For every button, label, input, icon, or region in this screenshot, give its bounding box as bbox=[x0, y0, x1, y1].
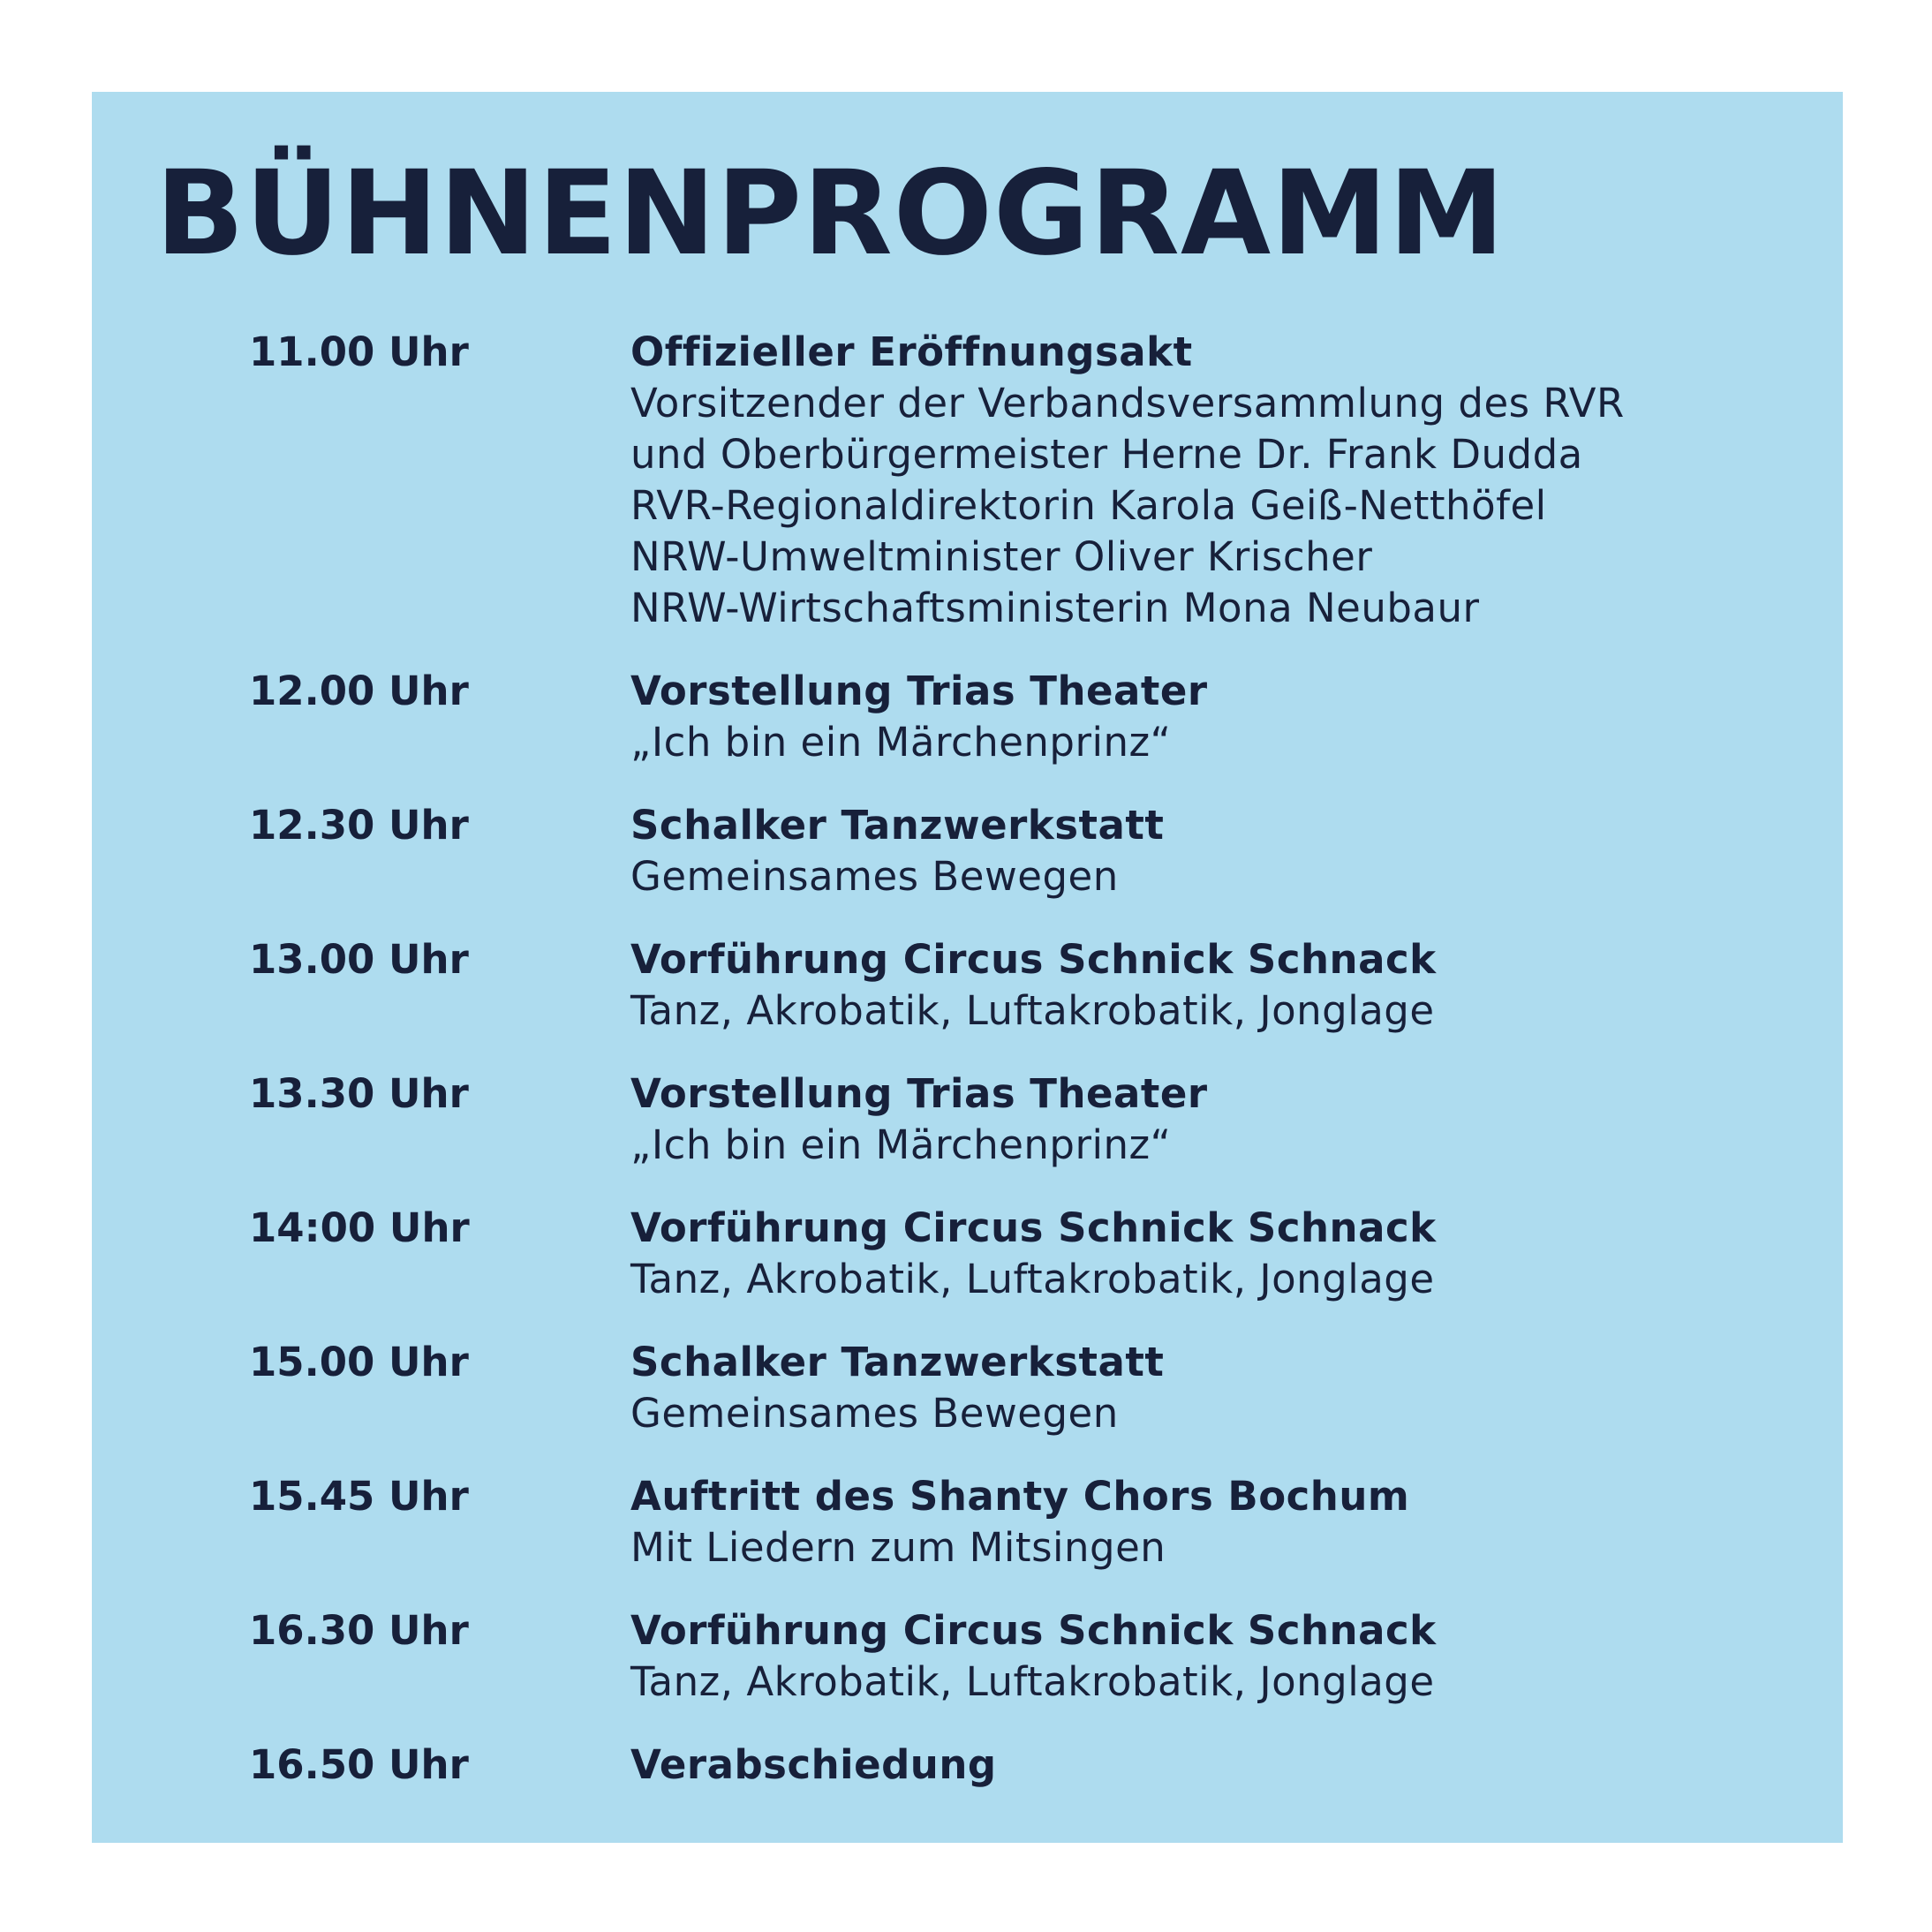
schedule-entry bbox=[249, 1740, 1803, 1791]
schedule-list bbox=[249, 327, 1803, 1823]
schedule-entry bbox=[249, 1337, 1803, 1439]
entry-time: 12.00 Uhr bbox=[249, 668, 469, 714]
entry-title: Schalker Tanzwerkstatt bbox=[630, 802, 1165, 849]
entry-content bbox=[630, 1605, 1803, 1708]
entry-detail-line: Mit Liedern zum Mitsingen bbox=[630, 1524, 1166, 1571]
entry-detail-line: Vorsitzender der Verbandsversammlung des RVR bbox=[630, 380, 1625, 426]
entry-title: Vorstellung Trias Theater bbox=[630, 668, 1208, 714]
entry-content bbox=[630, 1337, 1803, 1439]
schedule-entry bbox=[249, 1471, 1803, 1574]
schedule-entry bbox=[249, 1605, 1803, 1708]
entry-content bbox=[630, 800, 1803, 902]
schedule-entry bbox=[249, 666, 1803, 768]
entry-content bbox=[630, 1740, 1803, 1791]
entry-time: 13.00 Uhr bbox=[249, 936, 469, 983]
schedule-entry bbox=[249, 800, 1803, 902]
entry-detail-line: RVR-Regionaldirektorin Karola Geiß-Netthöfel bbox=[630, 482, 1547, 529]
entry-time: 16.30 Uhr bbox=[249, 1607, 469, 1654]
entry-time: 11.00 Uhr bbox=[249, 328, 469, 375]
entry-title: Auftritt des Shanty Chors Bochum bbox=[630, 1473, 1410, 1520]
entry-title: Schalker Tanzwerkstatt bbox=[630, 1339, 1165, 1385]
entry-detail-line: „Ich bin ein Märchenprinz“ bbox=[630, 1121, 1172, 1168]
entry-time: 12.30 Uhr bbox=[249, 802, 469, 849]
entry-detail-line: „Ich bin ein Märchenprinz“ bbox=[630, 719, 1172, 766]
schedule-entry bbox=[249, 327, 1803, 634]
entry-time: 15.45 Uhr bbox=[249, 1473, 469, 1520]
entry-title: Offizieller Eröffnungsakt bbox=[630, 328, 1193, 375]
schedule-entry bbox=[249, 1068, 1803, 1171]
entry-title: Vorstellung Trias Theater bbox=[630, 1070, 1208, 1117]
program-panel bbox=[92, 92, 1843, 1843]
entry-content bbox=[630, 934, 1803, 1037]
entry-time: 16.50 Uhr bbox=[249, 1741, 469, 1788]
schedule-entry bbox=[249, 1203, 1803, 1305]
entry-content bbox=[630, 666, 1803, 768]
entry-title: Vorführung Circus Schnick Schnack bbox=[630, 1607, 1437, 1654]
entry-content bbox=[630, 1471, 1803, 1574]
entry-content bbox=[630, 1203, 1803, 1305]
entry-time: 14:00 Uhr bbox=[249, 1204, 470, 1251]
entry-time: 13.30 Uhr bbox=[249, 1070, 469, 1117]
entry-detail-line: Gemeinsames Bewegen bbox=[630, 853, 1119, 900]
entry-detail-line: Tanz, Akrobatik, Luftakrobatik, Jonglage bbox=[630, 1658, 1435, 1705]
entry-content bbox=[630, 1068, 1803, 1171]
entry-detail-line: Tanz, Akrobatik, Luftakrobatik, Jonglage bbox=[630, 1256, 1435, 1302]
entry-detail-line: NRW-Wirtschaftsministerin Mona Neubaur bbox=[630, 585, 1480, 631]
entry-detail-line: NRW-Umweltminister Oliver Krischer bbox=[630, 533, 1373, 580]
entry-title: Verabschiedung bbox=[630, 1741, 997, 1788]
entry-detail-line: Gemeinsames Bewegen bbox=[630, 1390, 1119, 1437]
entry-detail-line: Tanz, Akrobatik, Luftakrobatik, Jonglage bbox=[630, 987, 1435, 1034]
entry-content bbox=[630, 327, 1803, 634]
entry-detail-line: und Oberbürgermeister Herne Dr. Frank Dudda bbox=[630, 431, 1583, 478]
schedule-entry bbox=[249, 934, 1803, 1037]
entry-title: Vorführung Circus Schnick Schnack bbox=[630, 1204, 1437, 1251]
entry-title: Vorführung Circus Schnick Schnack bbox=[630, 936, 1437, 983]
page-title: BÜHNENPROGRAMM bbox=[155, 146, 1506, 282]
entry-time: 15.00 Uhr bbox=[249, 1339, 469, 1385]
